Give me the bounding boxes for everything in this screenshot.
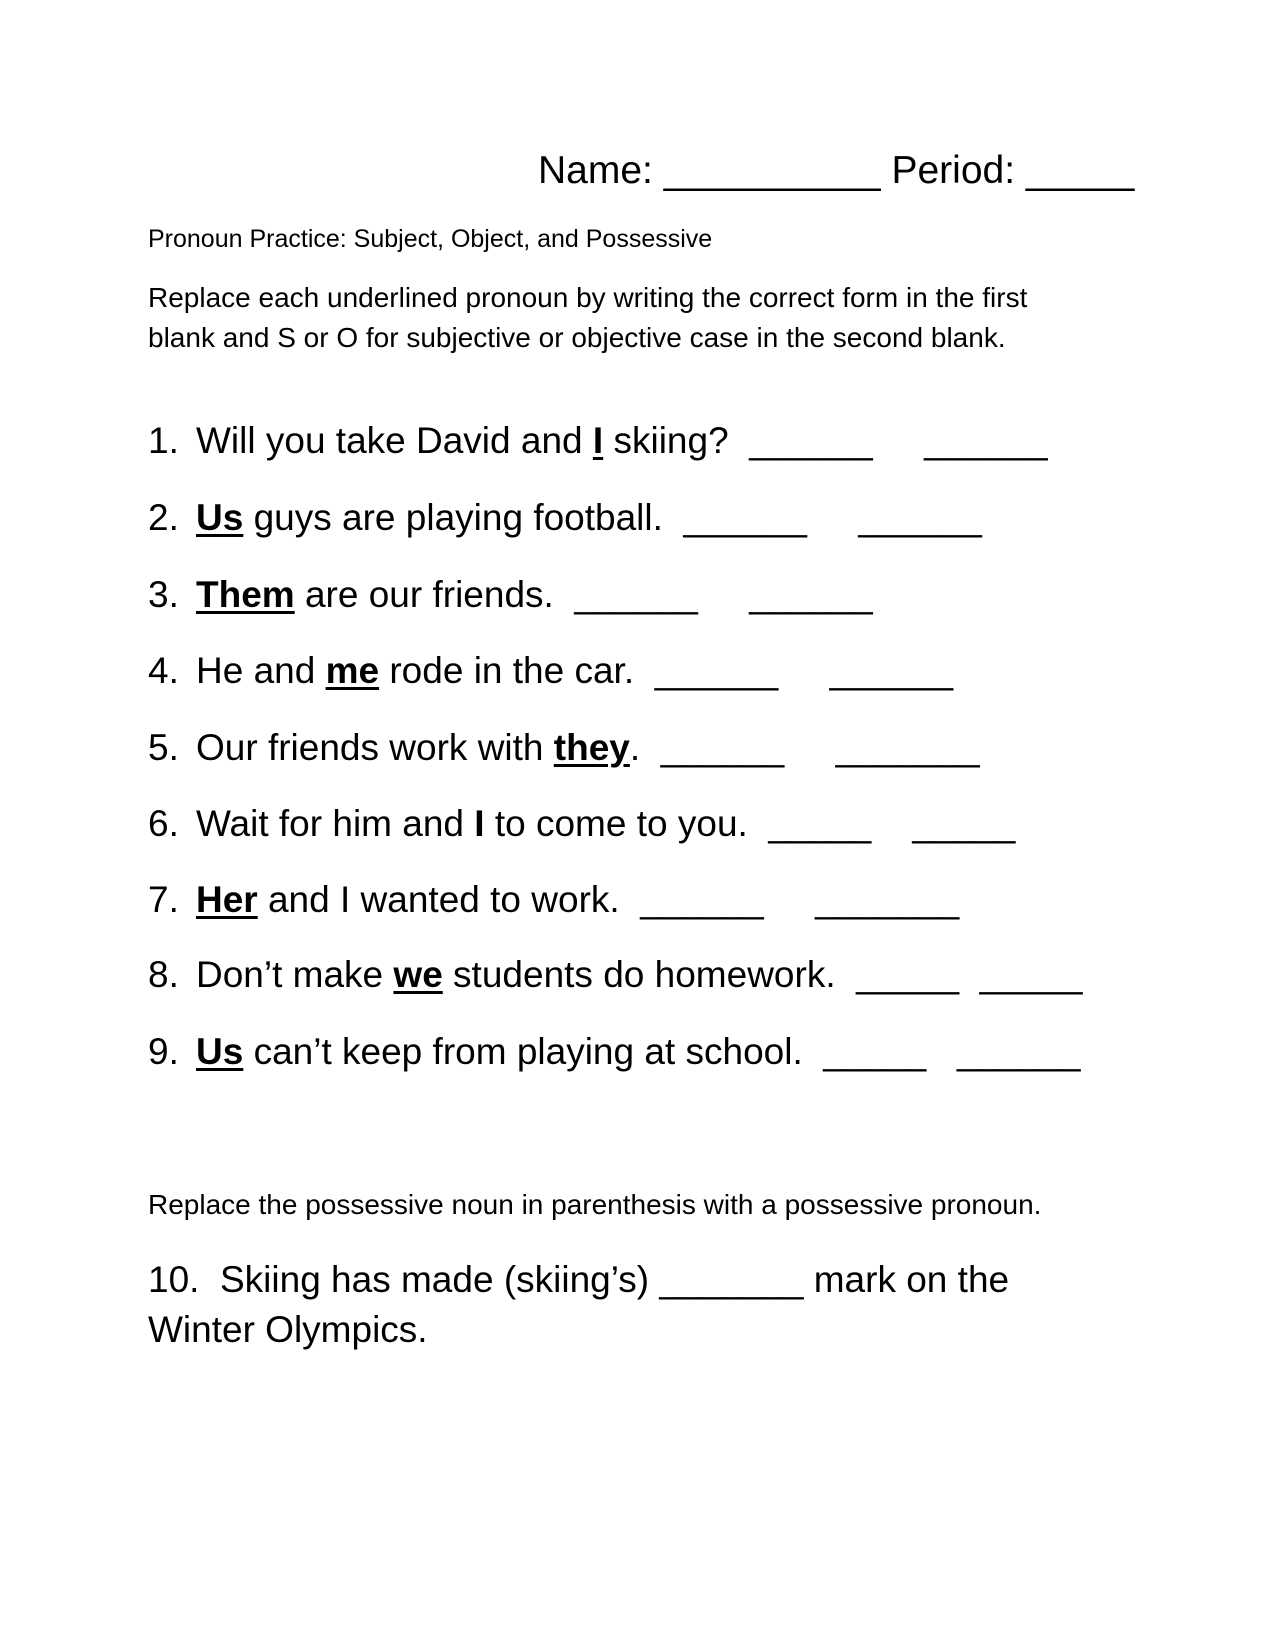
answer-blank-2: ______ [829,650,954,691]
question-text [196,572,873,618]
answer-blank-1: ______ [749,420,873,461]
answer-blank-1: ______ [660,727,785,768]
question-number: 1. [148,420,179,461]
answer-blank-1: ______ [574,574,698,615]
question-6 [148,801,1015,847]
question-text [196,648,953,694]
answer-blank-1: ______ [683,497,807,538]
question-text-after: to come to you. [484,803,748,844]
question-text-after: skiing? [603,420,729,461]
question-text-after: are our friends. [294,574,554,615]
question-4 [148,648,953,694]
question-number: 7. [148,879,179,920]
question-number: 9. [148,1031,179,1072]
answer-blank: _______ [659,1259,804,1300]
underlined-pronoun: they [553,727,630,768]
question-text-before: Our friends work with [196,727,554,768]
question-5 [148,725,980,771]
question-8 [148,952,1083,998]
question-text-after: can’t keep from playing at school. [243,1031,803,1072]
answer-blank-2: ______ [924,420,1048,461]
question-number: 4. [148,650,179,691]
question-text [196,418,1048,464]
question-text [196,801,1015,847]
question-text-after: rode in the car. [379,650,635,691]
question-number: 5. [148,727,179,768]
worksheet-title: Pronoun Practice: Subject, Object, and Possessive [148,225,713,253]
underlined-pronoun: Us [196,497,244,538]
answer-blank-2: ______ [858,497,982,538]
question-text [196,877,959,923]
question-text-before: Skiing has made (skiing’s) [220,1259,650,1300]
question-text [196,725,980,771]
name-label: Name: [538,149,653,192]
question-text-before: Don’t make [196,954,394,995]
question-9 [148,1029,1081,1075]
name-period-header [538,147,1134,195]
question-1 [148,418,1048,464]
underlined-pronoun: me [325,650,380,691]
question-text-after: and I wanted to work. [257,879,620,920]
underlined-pronoun: Us [196,1031,244,1072]
question-text-before: He and [196,650,326,691]
question-number: 8. [148,954,179,995]
name-blank: __________ [663,149,881,192]
answer-blank-1: _____ [768,803,872,844]
answer-blank-1: _____ [856,954,960,995]
question-text-before: Wait for him and [196,803,475,844]
underlined-pronoun: Her [196,879,258,920]
question-number: 3. [148,574,179,615]
question-text [196,952,1083,998]
answer-blank-1: _____ [823,1031,927,1072]
question-3 [148,572,873,618]
question-number: 6. [148,803,179,844]
answer-blank-2: _______ [835,727,980,768]
question-number: 10. [148,1259,200,1300]
question-text-after: guys are playing football. [243,497,663,538]
underlined-pronoun: I [592,420,604,461]
question-text-after: mark on the Winter Olympics. [148,1259,1020,1350]
answer-blank-2: ______ [957,1031,1081,1072]
question-text [196,495,982,541]
answer-blank-2: _____ [912,803,1016,844]
period-blank: _____ [1025,149,1135,192]
question-text-before: Will you take David and [196,420,593,461]
answer-blank-2: _____ [979,954,1083,995]
instructions-paragraph: Replace each underlined pronoun by writing the correct form in the first blank and S or O for subjective or objective case in the second blank. [148,282,1028,353]
underlined-pronoun: Them [196,574,295,615]
question-7 [148,877,959,923]
underlined-pronoun: we [393,954,443,995]
period-label: Period: [891,149,1016,192]
answer-blank-2: ______ [749,574,873,615]
question-text-after: students do homework. [442,954,836,995]
question-text [196,1029,1081,1075]
bold-pronoun: I [474,803,485,844]
answer-blank-1: ______ [654,650,779,691]
answer-blank-1: ______ [640,879,764,920]
question-10 [148,1255,1048,1355]
possessive-instructions: Replace the possessive noun in parenthesis with a possessive pronoun. [148,1189,1042,1220]
question-2 [148,495,982,541]
question-number: 2. [148,497,179,538]
question-text-after: . [629,727,641,768]
answer-blank-2: _______ [815,879,960,920]
